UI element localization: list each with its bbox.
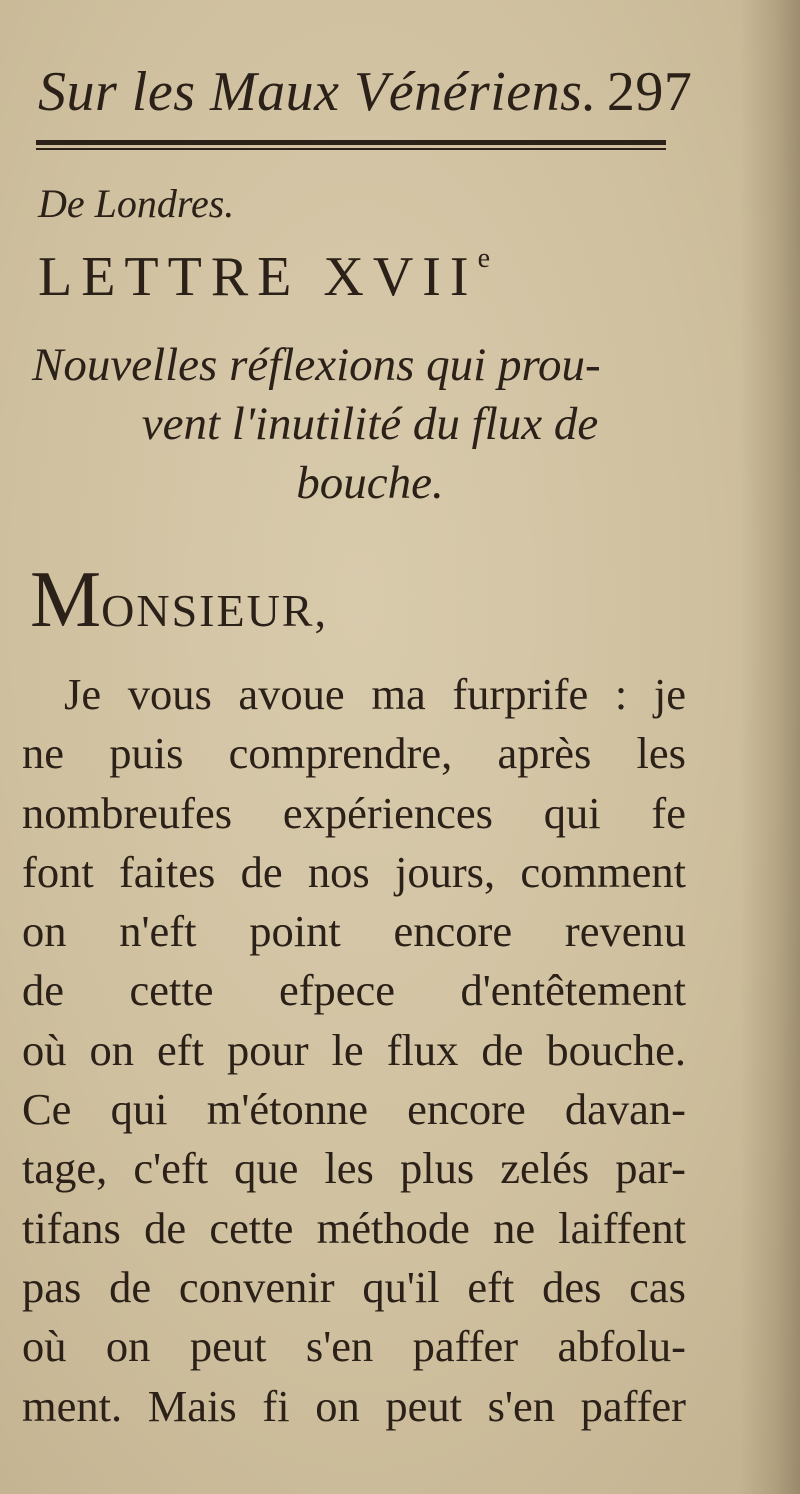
body-line: où on peut s'en paffer abfolu- xyxy=(22,1321,686,1372)
running-head-title: Sur les Maux Vénériens. xyxy=(38,61,597,123)
letter-heading-text: LETTRE XVII xyxy=(38,246,478,308)
salutation-rest: ONSIEUR, xyxy=(101,585,328,636)
letter-heading xyxy=(38,243,490,309)
body-line: de cette efpece d'entêtement xyxy=(22,965,686,1016)
subject-line: Nouvelles réflexions qui prou- xyxy=(32,339,601,391)
body-line: tifans de cette méthode ne laiffent xyxy=(22,1202,686,1253)
page-number: 297 xyxy=(606,61,693,123)
running-head xyxy=(38,60,693,124)
subject-line: bouche. xyxy=(296,457,444,509)
body-line: on n'eft point encore revenu xyxy=(22,906,686,957)
body-line: nombreufes expériences qui fe xyxy=(22,787,686,838)
letter-heading-superscript: e xyxy=(477,243,491,274)
page-gutter-shadow xyxy=(740,0,800,1494)
body-line: où on eft pour le flux de bouche. xyxy=(22,1024,686,1075)
letter-body xyxy=(22,665,686,1436)
body-line: pas de convenir qu'il eft des cas xyxy=(22,1261,686,1312)
subject-line: vent l'inutilité du flux de xyxy=(141,398,599,450)
body-line: ment. Mais fi on peut s'en paffer xyxy=(22,1380,686,1431)
body-line: Je vous avoue ma furprife : je xyxy=(64,669,686,719)
header-rule xyxy=(36,140,666,150)
body-line: ne puis comprendre, après les xyxy=(22,728,686,779)
body-line: Ce qui m'étonne encore davan- xyxy=(22,1084,686,1135)
salutation xyxy=(30,555,328,646)
letter-subject xyxy=(30,336,710,513)
letter-place: De Londres. xyxy=(38,181,235,226)
body-line: font faites de nos jours, comment xyxy=(22,846,686,897)
body-line: tage, c'eft que les plus zelés par- xyxy=(22,1143,686,1194)
salutation-initial: M xyxy=(30,556,102,644)
